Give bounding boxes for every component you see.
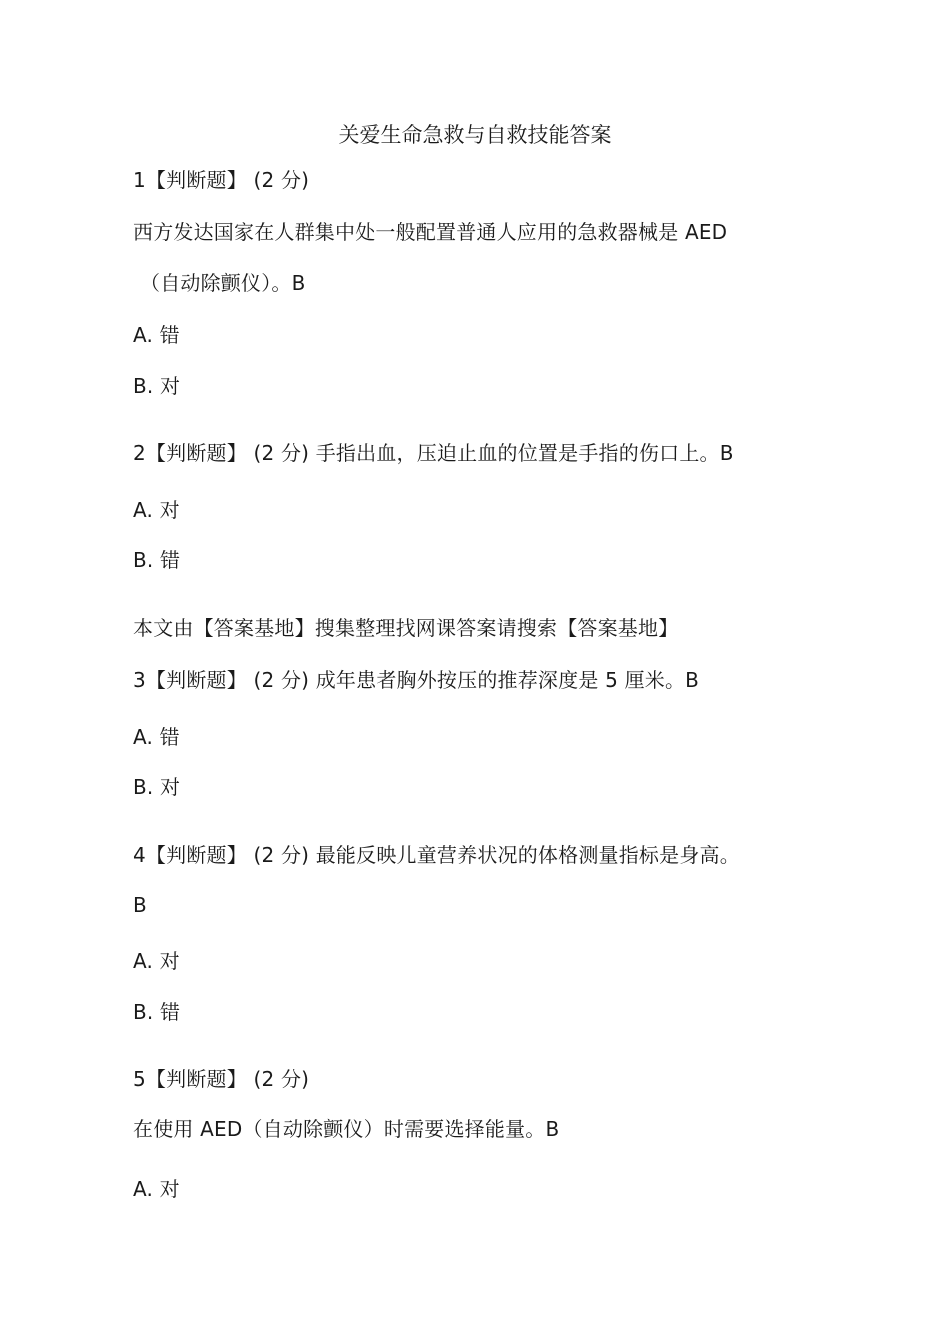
question-1-header: 1【判断题】 (2 分) bbox=[133, 168, 310, 192]
question-5-header: 5【判断题】 (2 分) bbox=[133, 1067, 310, 1091]
question-1-text-cont: （自动除颤仪）。B bbox=[140, 271, 306, 295]
question-2-option-a: A. 对 bbox=[133, 498, 180, 522]
question-4-option-b: B. 错 bbox=[133, 1000, 181, 1024]
question-3-option-b: B. 对 bbox=[133, 775, 181, 799]
question-1-text: 西方发达国家在人群集中处一般配置普通人应用的急救器械是 AED bbox=[133, 220, 728, 244]
question-4-option-a: A. 对 bbox=[133, 949, 180, 973]
question-1-option-a: A. 错 bbox=[133, 323, 180, 347]
question-2-option-b: B. 错 bbox=[133, 548, 181, 572]
question-4-answer: B bbox=[133, 893, 147, 917]
question-3-header: 3【判断题】 (2 分) 成年患者胸外按压的推荐深度是 5 厘米。B bbox=[133, 668, 700, 692]
question-3-option-a: A. 错 bbox=[133, 725, 180, 749]
question-5-text: 在使用 AED（自动除颤仪）时需要选择能量。B bbox=[133, 1117, 560, 1141]
question-5-option-a: A. 对 bbox=[133, 1177, 180, 1201]
question-2-header: 2【判断题】 (2 分) 手指出血，压迫止血的位置是手指的伤口上。B bbox=[133, 441, 734, 465]
question-4-header: 4【判断题】 (2 分) 最能反映儿童营养状况的体格测量指标是身高。 bbox=[133, 843, 740, 867]
document-title: 关爱生命急救与自救技能答案 bbox=[338, 123, 612, 147]
question-1-option-b: B. 对 bbox=[133, 374, 181, 398]
source-note: 本文由【答案基地】搜集整理找网课答案请搜索【答案基地】 bbox=[133, 616, 679, 640]
